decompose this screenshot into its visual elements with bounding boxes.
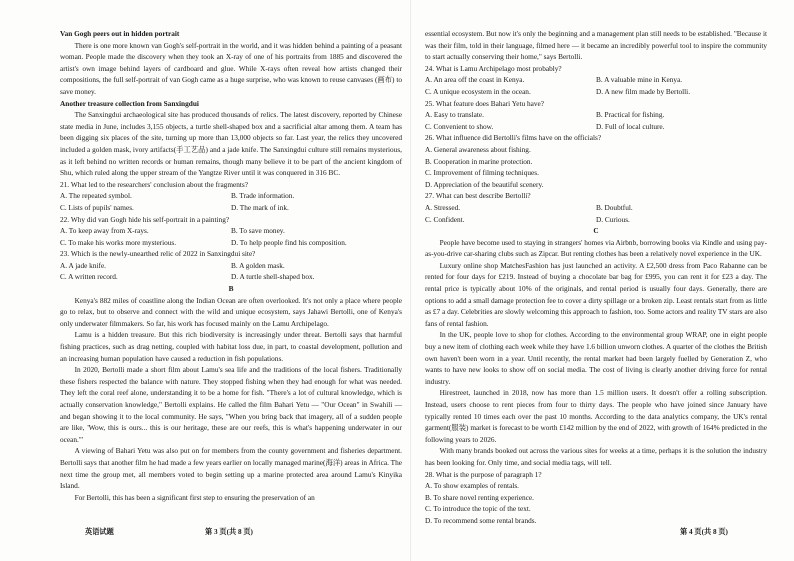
footer-page-right: 第 4 页(共 8 页) bbox=[680, 528, 728, 536]
question-27-options bbox=[425, 202, 767, 225]
option: B. To save money. bbox=[231, 226, 285, 236]
option: A. Easy to translate. bbox=[425, 110, 484, 120]
question-27: 27. What can best describe Bertolli? bbox=[425, 191, 531, 201]
option: B. A golden mask. bbox=[231, 260, 285, 270]
paragraph: A viewing of Bahari Yetu was also put on for members from the county government and fisheries department. Bertolli says that another film he had made a few years earlier on locally managed marine(海洋) areas in Africa. The next time the group met, all members voted to begin setting up a marine protected area around Lamu's Kinyika Island. bbox=[60, 446, 402, 491]
question-28-options bbox=[425, 480, 767, 526]
option: D. Appreciation of the beautiful scenery. bbox=[425, 179, 544, 189]
option: D. The mark of ink. bbox=[231, 202, 289, 212]
article-title-sanxingdui: Another treasure collection from Sanxingdui bbox=[60, 98, 199, 108]
question-26-options bbox=[425, 144, 767, 190]
question-24-options bbox=[425, 74, 767, 97]
question-24: 24. What is Lamu Archipelago most probably? bbox=[425, 63, 562, 73]
paragraph: With many brands booked out across the various sites for weeks at a time, perhaps it is the solution the industry has been looking for. Only time, and social media tags, will tell. bbox=[425, 446, 767, 467]
question-21: 21. What led to the researchers' conclusion about the fragments? bbox=[60, 179, 248, 189]
page-fold bbox=[410, 0, 411, 561]
question-22: 22. Why did van Gogh hide his self-portrait in a painting? bbox=[60, 214, 230, 224]
option: A. A jade knife. bbox=[60, 260, 107, 270]
paragraph: Hirestreet, launched in 2018, now has more than 1.5 million users. It doesn't offer a rolling subscription. Instead, users choose to rent pieces from four to thirty days. The people who have joined since January have typically rented 10 times each over the past 10 months. According to the data analytics company, the UK's rental garment(服装) market is forecast to be worth £142 million by the end of 2022, with growth of 164% predicted in the following years to 2026. bbox=[425, 388, 767, 444]
option: C. To introduce the topic of the text. bbox=[425, 504, 531, 514]
question-23-options bbox=[60, 260, 402, 283]
option: B. Trade information. bbox=[231, 191, 295, 201]
option: B. To share novel renting experience. bbox=[425, 492, 534, 502]
option: D. A turtle shell-shaped box. bbox=[231, 272, 315, 282]
option: C. Confident. bbox=[425, 214, 465, 224]
question-25: 25. What feature does Bahari Yetu have? bbox=[425, 98, 545, 108]
paragraph: Kenya's 882 miles of coastline along the Indian Ocean are often overlooked. It's not only a place where people go to relax, but to observe and connect with the wild and unique ecosystem, says Jahawi Bertolli, one of Kenya's only underwater filmmakers. So far, his work has focused mainly on the Lamu Archipelago. bbox=[60, 295, 402, 328]
paragraph: There is one more known van Gogh's self-portrait in the world, and it was hidden behind a painting of a peasant woman. People made the discovery when they took an X-ray of one of his portraits from 1885 and discovered the artist's own image behind layers of cardboard and glue. While X-rays often reveal how artists changed their compositions, the full self-portrait of van Gogh came as a huge surprise, who was known to reuse canvases (画布) to save money. bbox=[60, 40, 402, 96]
footer-label: 英语试题 bbox=[85, 528, 114, 536]
option: A. To show examples of rentals. bbox=[425, 481, 519, 491]
option: A. Stressed. bbox=[425, 202, 461, 212]
question-26: 26. What influence did Bertolli's films have on the officials? bbox=[425, 133, 602, 143]
option: D. To help people find his composition. bbox=[231, 237, 347, 247]
option: D. Curious. bbox=[596, 214, 630, 224]
section-label-c: C bbox=[593, 226, 599, 236]
option: C. To make his works more mysterious. bbox=[60, 237, 177, 247]
paragraph: Lamu is a hidden treasure. But this rich biodiversity is increasingly under threat. Bertolli says that harmful fishing practices, such as drag netting, coupled with habitat loss due, in part, to coastal development, pollution and an increasing human population have caused a reduction in fish populations. bbox=[60, 330, 402, 363]
question-22-options bbox=[60, 225, 402, 248]
option: A. General awareness about fishing. bbox=[425, 144, 531, 154]
paragraph: In the UK, people love to shop for clothes. According to the environmental group WRAP, one in eight people buy a new item of clothing each week while they have 1.6 billion unworn clothes. A quarter of the clothes the British own haven't been worn in a year. Until recently, the rental market had been largely fuelled by Generation Z, who wants to have new looks to show off on social media. The cost of living is clearly another driving force for rental industry. bbox=[425, 330, 767, 386]
left-column bbox=[60, 28, 402, 503]
right-column bbox=[425, 28, 767, 527]
option: C. A written record. bbox=[60, 272, 118, 282]
paragraph: The Sanxingdui archaeological site has produced thousands of relics. The latest discovery, reported by Chinese state media in June, includes 3,155 objects, a turtle shell-shaped box and a sacrificial altar among them. A team has been digging six places of the site, turning up more than 13,000 objects so far. Last year, the relics they uncovered included a golden mask, ivory artifacts(手工艺品) and a jade knife. The Sanxingdui culture still remains mysterious, as it left behind no written records or human remains, though many believe it to be part of the ancient kingdom of Shu, which ruled along the upper stream of the Yangtze River until it was conquered in 316 BC. bbox=[60, 110, 402, 178]
question-28: 28. What is the purpose of paragraph 1? bbox=[425, 469, 542, 479]
option: B. Cooperation in marine protection. bbox=[425, 156, 533, 166]
option: B. Practical for fishing. bbox=[596, 110, 665, 120]
option: C. Convenient to show. bbox=[425, 121, 494, 131]
question-25-options bbox=[425, 109, 767, 132]
option: A. To keep away from X-rays. bbox=[60, 226, 149, 236]
paragraph: Luxury online shop MatchesFashion has just launched an activity. A £2,500 dress from Paco Rabanne can be rented for four days for £219. Instead of buying a chocolate bar bag for £995, you can rent it for £23 a day. The rental price is typically about 10% of the originals, and rental period is usually four days. Generally, there are options to add a small damage protection fee to cover a dirty spillage or a broken zip. Least rentals start from as little as £7 a day. Celebrities are slowly welcoming this approach to fashion, too. Some actors and reality TV stars are also fans of rental fashion. bbox=[425, 260, 767, 328]
footer-page-left: 第 3 页(共 8 页) bbox=[205, 528, 253, 536]
option: D. A new film made by Bertolli. bbox=[596, 86, 691, 96]
paragraph: People have become used to staying in strangers' homes via Airbnb, borrowing books via Kindle and using pay-as-you-drive car-sharing clubs such as Zipcar. But renting clothes has been a relatively novel experience in the UK. bbox=[425, 237, 767, 259]
paragraph: For Bertolli, this has been a significant first step to ensuring the preservation of an bbox=[74, 492, 315, 502]
option: D. Full of local culture. bbox=[596, 121, 665, 131]
option: D. To recommend some rental brands. bbox=[425, 515, 537, 525]
option: C. Lists of pupils' names. bbox=[60, 202, 134, 212]
section-label-b: B bbox=[228, 284, 234, 294]
paragraph: In 2020, Bertolli made a short film about Lamu's sea life and the traditions of the local fishers. Traditionally these fishers respected the balance with nature. They stopped fishing when they had enough for what was needed. They left the coral reef alone, understanding it to be a home for fish. "There's a lot of cultural knowledge, which is actually conservation knowledge," Bertolli explains. He called the film Bahari Yetu — "Our Ocean" in Swahili — and began showing it to the local community. He says, "When you bring back that imagery, all of a sudden people are like, 'Wow, this is ours... this is our heritage, these are our reefs, this is what's happening underwater in our ocean.'" bbox=[60, 365, 402, 444]
article-title-van-gogh: Van Gogh peers out in hidden portrait bbox=[60, 29, 180, 38]
option: C. Improvement of filming techniques. bbox=[425, 168, 539, 178]
option: B. A valuable mine in Kenya. bbox=[596, 75, 683, 85]
paragraph: essential ecosystem. But now it's only the beginning and a management plan still needs to be established. "Because it was their film, told in their language, filmed here — it became an incredibly powerful tool to inspire the community to start actually conserving their home," says Bertolli. bbox=[425, 29, 767, 62]
option: A. The repeated symbol. bbox=[60, 191, 132, 201]
option: C. A unique ecosystem in the ocean. bbox=[425, 86, 531, 96]
option: A. An area off the coast in Kenya. bbox=[425, 75, 525, 85]
question-21-options bbox=[60, 190, 402, 213]
question-23: 23. Which is the newly-unearthed relic of 2022 in Sanxingdui site? bbox=[60, 249, 256, 259]
option: B. Doubtful. bbox=[596, 202, 633, 212]
